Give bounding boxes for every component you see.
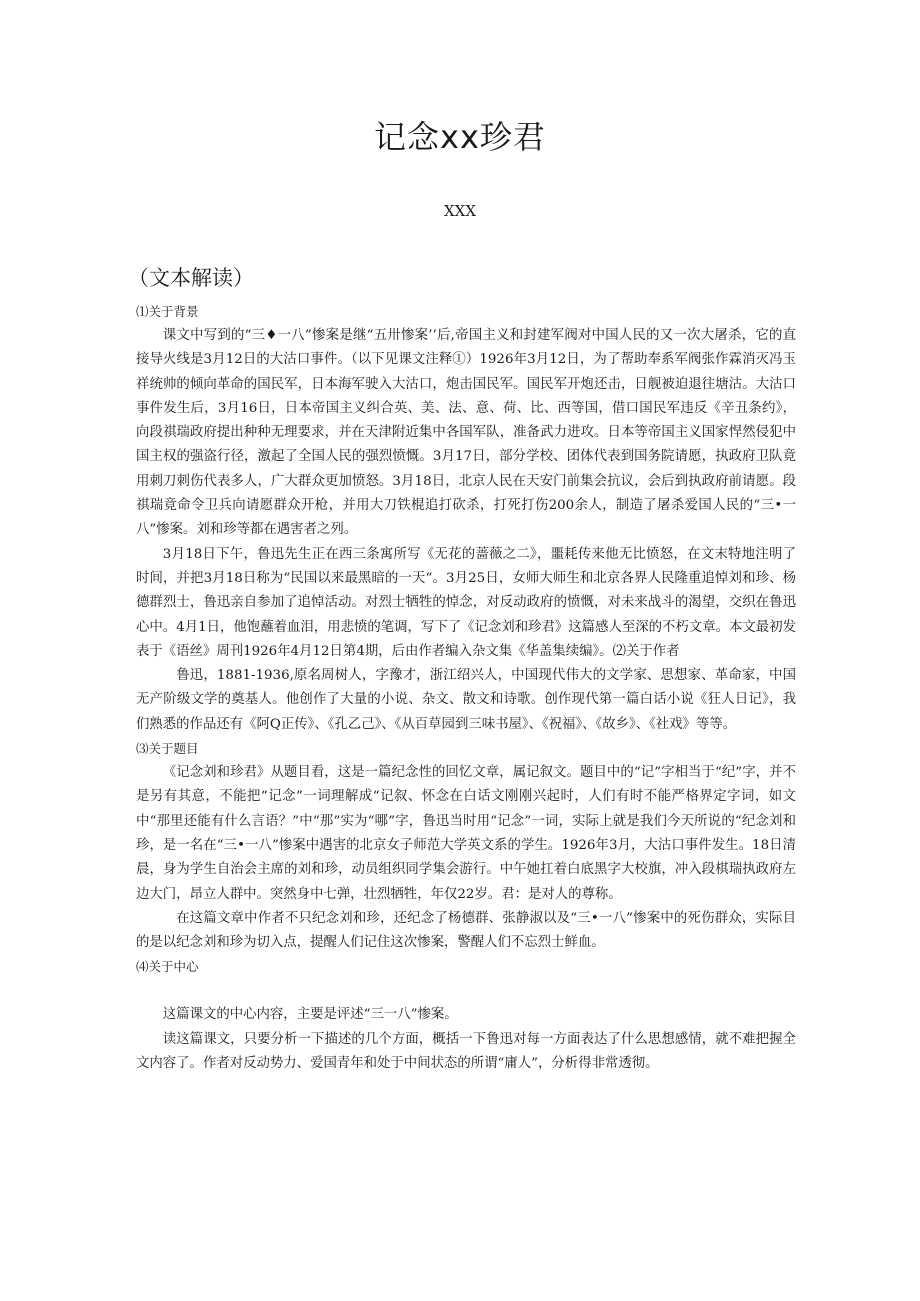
document-body — [136, 300, 796, 1076]
paragraph-topic-1: 《记念刘和珍君》从题目看，这是一篇纪念性的回忆文章，属记叙文。题目中的“记”字相当于“纪”字，并不是另有其意，不能把“记念”一词理解成“记叙、怀念在白话文刚刚兴起时，人们有时不能严格界定字词，如文中“那里还能有什么言语？”中“那”实为“哪”字，鲁迅当时用“记念”一词，实际上就是我们今天所说的“纪念刘和珍，是一名在“三•一八”惨案中遇害的北京女子师范大学英文系的学生。1926年3月，大沽口事件发生。18日清晨，身为学生自治会主席的刘和珍，动员组织同学集会游行。中午她扛着白底黑字大校旗，冲入段棋瑞执政府左边大门，昂立人群中。突然身中七弹，壮烈牺牲，年仅22岁。君：是对人的尊称。 — [136, 765, 796, 902]
heading-center: ⑷关于中心 — [136, 959, 199, 975]
section-heading: （文本解读） — [128, 266, 254, 290]
paragraph-background-2: 3月18日下午，鲁迅先生正在西三条寓所写《无花的蔷薇之二》，噩耗传来他无比愤怒，在文末特地注明了时间，并把3月18日称为“民国以来最黑暗的一天“。3月25日，女师大师生和北京各界人民隆重追悼刘和珍、杨德群烈士，鲁迅亲自参加了追悼活动。对烈士牺牲的悼念，对反动政府的愤慨，对未来战斗的渴望，交织在鲁迅心中。4月1日，他饱蘸着血泪，用悲愤的笔调，写下了《记念刘和珍君》这篇感人至深的不朽文章。本文最初发表于《语丝》周刊1926年4月12日第4期，后由作者编入杂文集《华盖集续编》。⑵关于作者 — [136, 546, 796, 659]
heading-topic: ⑶关于题目 — [136, 741, 199, 757]
heading-background: ⑴关于背景 — [136, 304, 199, 319]
paragraph-topic-2: 在这篇文章中作者不只纪念刘和珍，还纪念了杨德群、张静淑以及“三•一八”惨案中的死伤群众，实际目的是以纪念刘和珍为切入点，提醒人们记住这次惨案，警醒人们不忘烈士鲜血。 — [136, 910, 796, 951]
paragraph-author: 鲁迅，1881-1936,原名周树人，字豫才，浙江绍兴人，中国现代伟大的文学家、思想家、革命家，中国无产阶级文学的奠基人。他创作了大量的小说、杂文、散文和诗歌。创作现代第一篇白话小说《狂人日记》，我们熟悉的作品还有《阿Q正传》、《孔乙己》、《从百草园到三味书屋》、《祝福》、《故乡》、《社戏》等等。 — [136, 668, 796, 732]
blank-line — [136, 979, 796, 1003]
paragraph-background-1: 课文中写到的“三♦一八”惨案是继“五卅惨案’’后,帝国主义和封建军阀对中国人民的又一次大屠杀，它的直接导火线是3月12日的大沽口事件。（以下见课文注释①）1926年3月12日，为了帮助奉系军阀张作霖消灭冯玉祥统帅的倾向革命的国民军，日本海军驶入大沽口，炮击国民军。国民军开炮还击，日舰被迫退往塘沽。大沽口事件发生后，3月16日，日本帝国主义纠合英、美、法、意、荷、比、西等国，借口国民军违反《辛丑条约》，向段祺瑞政府提出种种无理要求，并在天津附近集中各国军队，准备武力进攻。日本等帝国主义国家悍然侵犯中国主权的强盗行径，激起了全国人民的强烈愤慨。3月17日，部分学校、团体代表到国务院请愿，执政府卫队竟用刺刀刺伤代表多人，广大群众更加愤怒。3月18日，北京人民在天安门前集会抗议，会后到执政府前请愿。段祺瑞竟命令卫兵向请愿群众开枪，并用大刀铁棍追打砍杀，打死打伤200余人，制造了屠杀爱国人民的“三•一八”惨案。刘和珍等都在遇害者之列。 — [136, 328, 796, 538]
paragraph-center-1: 这篇课文的中心内容，主要是评述“三一八”惨案。 — [162, 1007, 458, 1023]
paragraph-center-2: 读这篇课文，只要分析一下描述的几个方面，概括一下鲁迅对每一方面表达了什么思想感情，就不难把握全文内容了。作者对反动势力、爱国青年和处于中间状态的所谓“庸人”，分析得非常透彻。 — [136, 1031, 796, 1072]
document-title: 记念xx珍君 — [374, 118, 546, 156]
document-author: XXX — [443, 202, 477, 220]
